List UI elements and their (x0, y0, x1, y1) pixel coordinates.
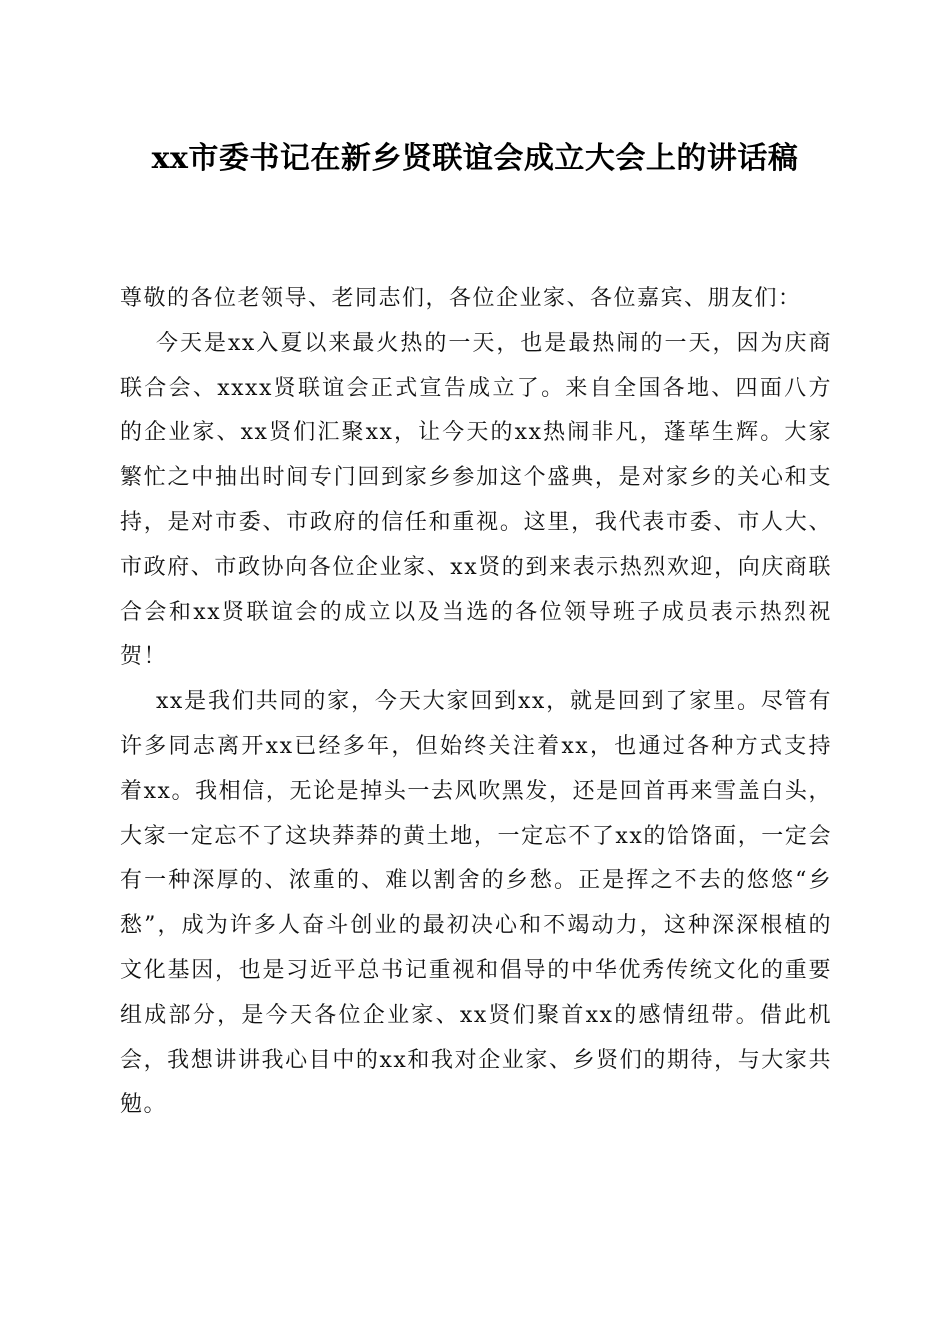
salutation-paragraph: 尊敬的各位老领导、老同志们，各位企业家、各位嘉宾、朋友们： (120, 286, 802, 311)
body-paragraph-2: xx是我们共同的家，今天大家回到xx，就是回到了家里。尽管有许多同志离开xx已经多年，但始终关注着xx，也通过各种方式支持着xx。我相信，无论是掉头一去风吹黑发，还是回首再来雪盖白头，大家一定忘不了这块莽莽的黄土地，一定忘不了xx的饸饹面，一定会有一种深厚的、浓重的、难以割舍的乡愁。正是挥之不去的悠悠“乡愁”，成为许多人奋斗创业的最初决心和不竭动力，这种深深根植的文化基因，也是习近平总书记重视和倡导的中华优秀传统文化的重要组成部分，是今天各位企业家、xx贤们聚首xx的感情纽带。借此机会，我想讲讲我心目中的xx和我对企业家、乡贤们的期待，与大家共勉。 (120, 689, 832, 1118)
document-body (120, 277, 832, 1128)
document-title: xx市委书记在新乡贤联谊会成立大会上的讲话稿 (151, 141, 799, 176)
body-paragraph-1: 今天是xx入夏以来最火热的一天，也是最热闹的一天，因为庆商联合会、xxxx贤联谊会正式宣告成立了。来自全国各地、四面八方的企业家、xx贤们汇聚xx，让今天的xx热闹非凡，蓬荜生辉。大家繁忙之中抽出时间专门回到家乡参加这个盛典，是对家乡的关心和支持，是对市委、市政府的信任和重视。这里，我代表市委、市人大、市政府、市政协向各位企业家、xx贤的到来表示热烈欢迎，向庆商联合会和xx贤联谊会的成立以及当选的各位领导班子成员表示热烈祝贺！ (120, 330, 832, 670)
